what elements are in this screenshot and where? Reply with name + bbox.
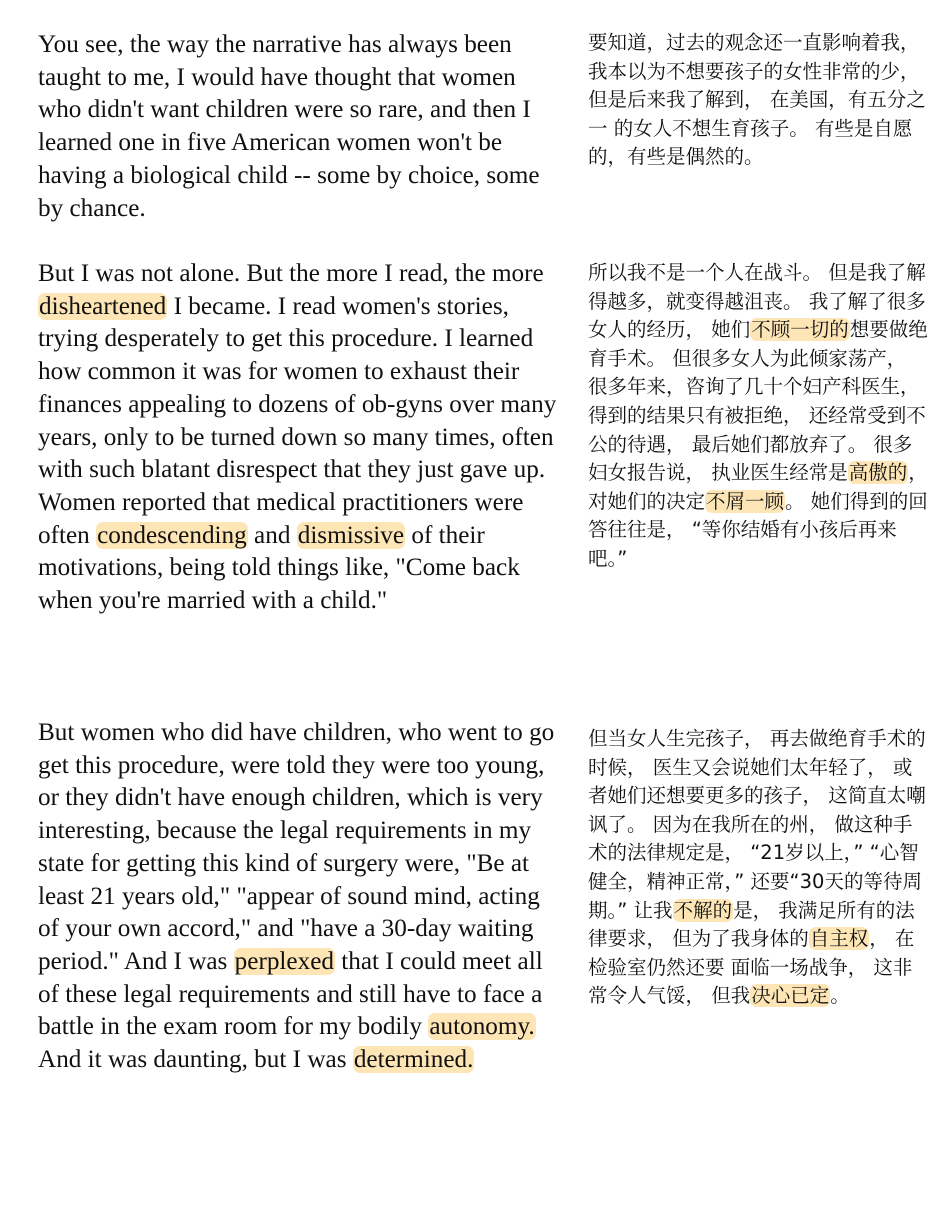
text-run: 是， 我满足所有的法律要求， 但为了我身体的 [588, 898, 915, 951]
highlighted-word: condescending [97, 521, 247, 549]
text-run: 。 [830, 984, 850, 1008]
text-run: 所以我不是一个人在战斗。 但是我了解得越多，就变得越沮丧。 我了解了很多女人的经历， 她们 [588, 261, 926, 342]
highlighted-word: disheartened [39, 292, 167, 320]
text-run: But women who did have children, who went to go get this procedure, were told they were too young, or they didn't have enough children, which is very interesting, because the legal requirements in my state for getting this kind of surgery were, "Be at least 21 years old," "appear of sound mind, acting of your own accord," and "have a 30-day waiting period." And I was [38, 719, 555, 975]
english-paragraph-3 [38, 717, 563, 1077]
text-run: 。 她们得到的回答往往是， “等你结婚有小孩后再来吧。” [588, 489, 928, 570]
text-run: ，对她们的决定 [588, 461, 928, 513]
highlighted-word: perplexed [234, 947, 334, 975]
text-run: 但当女人生完孩子， 再去做绝育手术的时候， 医生又会说她们太年轻了， 或者她们还想要更多的孩子， 这简直太嘲讽了。 因为在我所在的州， 做这种手术的法律规定是， “21岁以上，” “心智健全，精神正常，” 还要“30天的等待周期。” 让我 [588, 727, 926, 922]
highlighted-phrase: 决心已定 [751, 984, 830, 1008]
chinese-paragraph-2 [588, 259, 928, 574]
text-run: 想要做绝育手术。 但很多女人为此倾家荡产， 很多年来，咨询了几十个妇产科医生， 得到的结果只有被拒绝， 还经常受到不公的待遇， 最后她们都放弃了。 很多妇女报告说， 执业医生经常是 [588, 318, 928, 485]
text-run: But I was not alone. But the more I read, the more [38, 260, 544, 287]
english-paragraph-2 [38, 258, 563, 618]
text-run: And it was daunting, but I was [38, 1046, 353, 1074]
english-paragraph-1: You see, the way the narrative has always been taught to me, I would have thought that women who didn't want children were so rare, and then I learned one in five American women won't be having a biological child -- some by choice, some by chance. [38, 31, 540, 222]
text-run: ， 在检验室仍然还要 面临一场战争， 这非常令人气馁， 但我 [588, 927, 915, 1008]
highlighted-phrase: 不顾一切的 [751, 318, 849, 342]
highlighted-word: determined. [353, 1046, 474, 1074]
highlighted-phrase: 自主权 [809, 927, 869, 951]
text-run: that I could meet all of these legal requirements and still have to face a battle in the exam room for my bodily [38, 947, 543, 1041]
highlighted-word: autonomy. [429, 1013, 535, 1041]
highlighted-word: dismissive [297, 521, 405, 549]
highlighted-phrase: 不屑一顾 [706, 489, 785, 513]
highlighted-phrase: 高傲的 [848, 461, 908, 485]
highlighted-phrase: 不解的 [673, 898, 733, 922]
chinese-paragraph-1: 要知道，过去的观念还一直影响着我， 我本以为不想要孩子的女性非常的少， 但是后来我了解到， 在美国，有五分之一 的女人不想生育孩子。 有些是自愿的，有些是偶然的。 [588, 31, 926, 169]
text-run: I became. I read women's stories, trying desperately to get this procedure. I learned how common it was for women to exhaust their finances appealing to dozens of ob-gyns over many years, only to be turned down so many times, often with such blatant disrespect that they just gave up. Women reported that medical practitioners were often [38, 292, 557, 549]
text-run: of their motivations, being told things like, "Come back when you're married with a child." [38, 521, 520, 615]
text-run: and [247, 521, 297, 549]
chinese-paragraph-3 [588, 725, 928, 1011]
